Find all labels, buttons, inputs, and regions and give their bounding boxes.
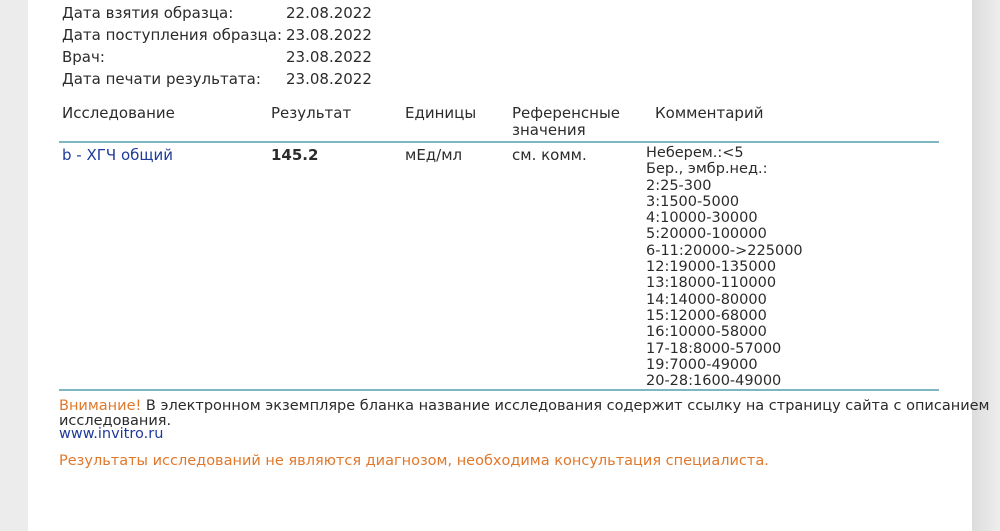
table-header-divider [59, 141, 939, 143]
header-comment: Комментарий [655, 104, 764, 122]
table-bottom-divider [59, 389, 939, 391]
test-name-link[interactable]: b - ХГЧ общий [62, 146, 173, 164]
comment-line: 20-28:1600-49000 [646, 373, 782, 390]
units-value: мЕд/мл [405, 146, 463, 164]
sample-date-label: Дата взятия образца: [62, 4, 234, 22]
header-units: Единицы [405, 104, 477, 122]
comment-line: 17-18:8000-57000 [646, 340, 782, 357]
comment-line: 6-11:20000->225000 [646, 242, 803, 259]
comment-line: 4:10000-30000 [646, 210, 758, 227]
print-date-value: 23.08.2022 [286, 70, 372, 88]
comment-line: 15:12000-68000 [646, 307, 767, 324]
comment-line: 13:18000-110000 [646, 275, 777, 292]
comment-cell [646, 145, 803, 389]
print-date-label: Дата печати результата: [62, 70, 261, 88]
disclaimer-text: Результаты исследований не являются диагнозом, необходима консультация специалиста. [59, 453, 769, 469]
comment-line: 19:7000-49000 [646, 356, 758, 373]
doctor-label: Врач: [62, 48, 105, 66]
comment-line: 3:1500-5000 [646, 193, 740, 210]
comment-line: 14:14000-80000 [646, 291, 767, 308]
notice-line-1 [59, 398, 989, 414]
comment-line: Бер., эмбр.нед.: [646, 161, 768, 178]
comment-line: Неберем.:<5 [646, 145, 744, 161]
comment-line: 16:10000-58000 [646, 324, 767, 341]
result-value: 145.2 [271, 146, 319, 164]
sample-date-value: 22.08.2022 [286, 4, 372, 22]
notice-label: Внимание! [59, 398, 142, 414]
header-test: Исследование [62, 104, 175, 122]
site-link[interactable]: www.invitro.ru [59, 426, 164, 442]
header-reference-line1: Референсные [512, 104, 621, 122]
notice-text: В электронном экземпляре бланка название исследования содержит ссылку на страницу сайта с описанием [141, 398, 990, 414]
receipt-date-label: Дата поступления образца: [62, 26, 282, 44]
comment-line: 5:20000-100000 [646, 226, 767, 243]
page-edge-shadow [972, 0, 1000, 531]
comment-line: 12:19000-135000 [646, 259, 777, 276]
reference-value: см. комм. [512, 146, 587, 164]
doctor-value: 23.08.2022 [286, 48, 372, 66]
receipt-date-value: 23.08.2022 [286, 26, 372, 44]
header-reference-line2: значения [512, 121, 586, 139]
notice-line-2: исследования. [59, 413, 172, 429]
comment-line: 2:25-300 [646, 177, 712, 194]
header-result: Результат [271, 104, 352, 122]
